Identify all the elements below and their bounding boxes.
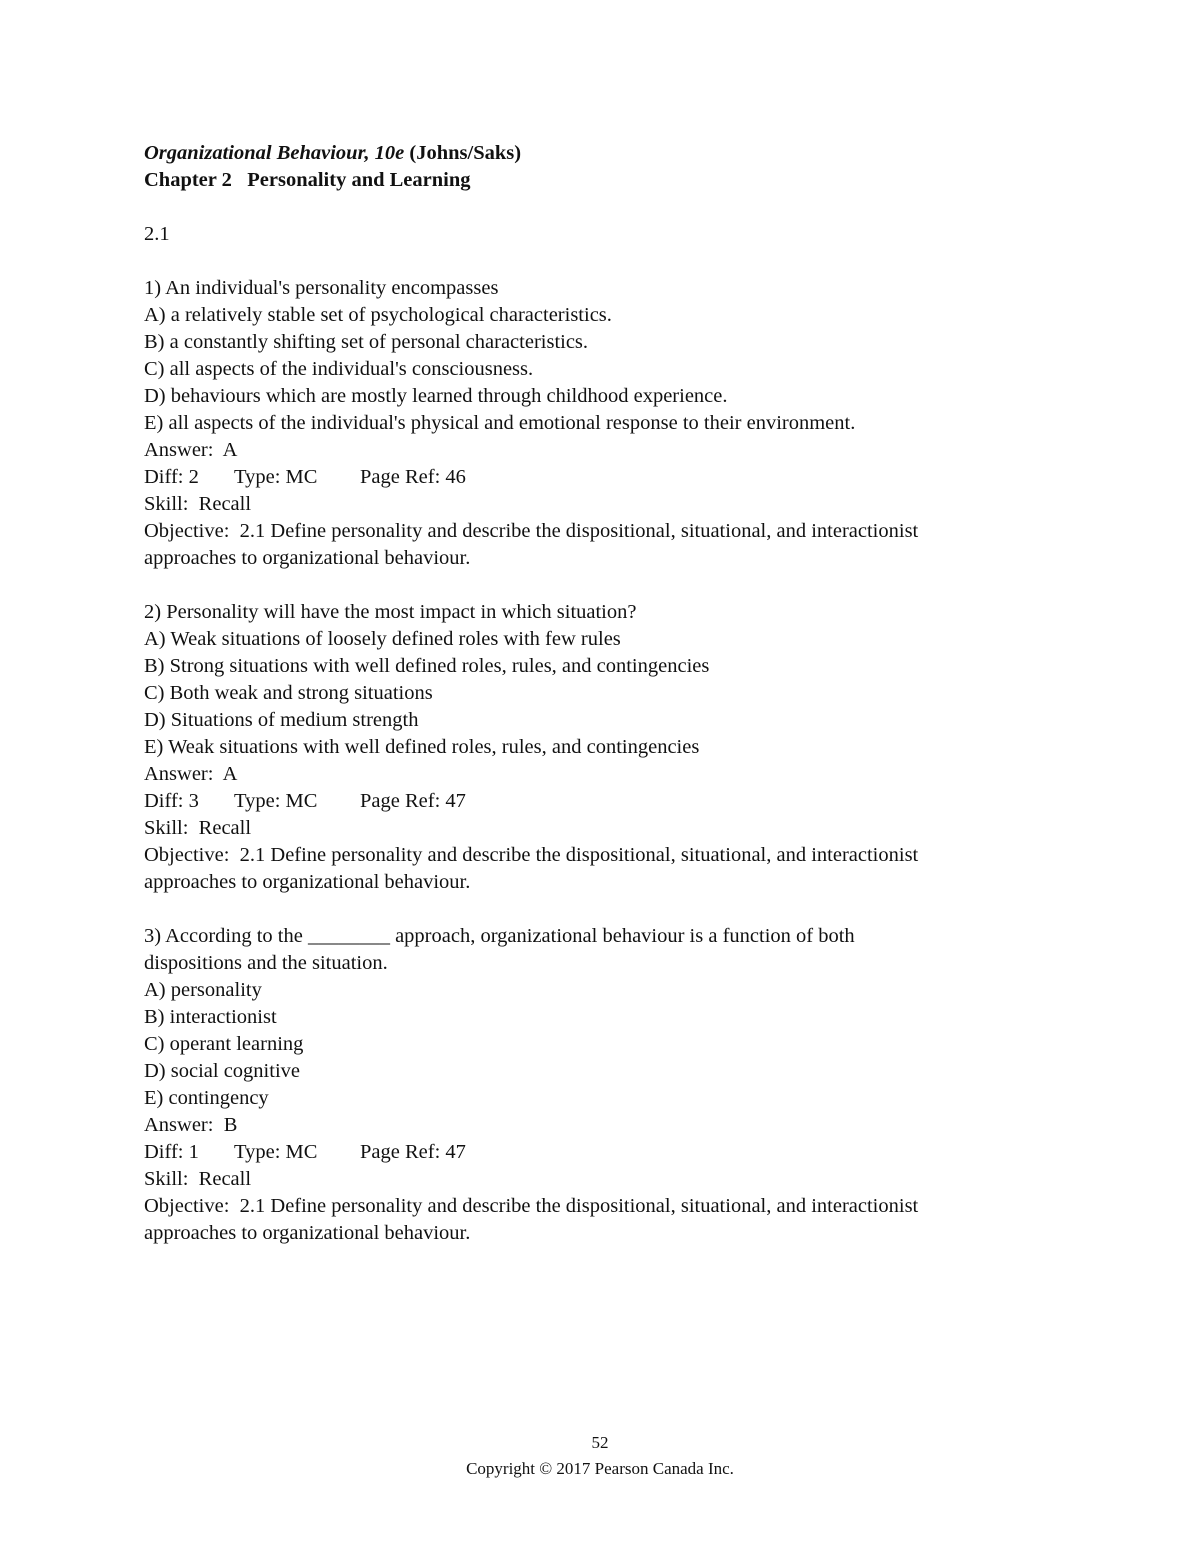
question-stem-continued: dispositions and the situation. [144, 952, 388, 974]
copyright-notice: Copyright © 2017 Pearson Canada Inc. [466, 1459, 734, 1478]
meta-row [144, 464, 1064, 491]
option-c: C) all aspects of the individual's consciousness. [144, 358, 534, 380]
option-e: E) Weak situations with well defined roles, rules, and contingencies [144, 736, 700, 758]
page-ref: Page Ref: 46 [360, 466, 466, 488]
option-d: D) Situations of medium strength [144, 709, 419, 731]
question-stem: 2) Personality will have the most impact in which situation? [144, 601, 637, 623]
question-type: Type: MC [234, 790, 318, 812]
objective-continued: approaches to organizational behaviour. [144, 871, 471, 893]
question-1 [144, 275, 1064, 572]
difficulty: Diff: 1 [144, 1141, 199, 1163]
section-number: 2.1 [144, 223, 170, 245]
objective: Objective: 2.1 Define personality and describe the dispositional, situational, and interactionist [144, 844, 919, 866]
option-c: C) Both weak and strong situations [144, 682, 433, 704]
option-a: A) Weak situations of loosely defined roles with few rules [144, 628, 621, 650]
book-title: Organizational Behaviour, 10e [144, 142, 405, 164]
page-number: 52 [591, 1433, 609, 1452]
page-ref: Page Ref: 47 [360, 1141, 466, 1163]
option-b: B) a constantly shifting set of personal characteristics. [144, 331, 589, 353]
option-e: E) contingency [144, 1087, 269, 1109]
question-type: Type: MC [234, 466, 318, 488]
meta-row [144, 788, 1064, 815]
difficulty: Diff: 2 [144, 466, 199, 488]
option-a: A) personality [144, 979, 262, 1001]
question-stem: 3) According to the ________ approach, organizational behaviour is a function of both [144, 925, 855, 947]
question-type: Type: MC [234, 1141, 318, 1163]
objective-continued: approaches to organizational behaviour. [144, 547, 471, 569]
question-stem: 1) An individual's personality encompasses [144, 277, 499, 299]
option-b: B) Strong situations with well defined roles, rules, and contingencies [144, 655, 710, 677]
objective: Objective: 2.1 Define personality and describe the dispositional, situational, and interactionist [144, 520, 919, 542]
answer: Answer: A [144, 439, 238, 461]
option-e: E) all aspects of the individual's physical and emotional response to their environment. [144, 412, 856, 434]
book-title-line [144, 140, 1064, 167]
page-ref: Page Ref: 47 [360, 790, 466, 812]
option-b: B) interactionist [144, 1006, 277, 1028]
meta-row [144, 1139, 1064, 1166]
option-d: D) behaviours which are mostly learned through childhood experience. [144, 385, 728, 407]
option-c: C) operant learning [144, 1033, 304, 1055]
chapter-title: Chapter 2 Personality and Learning [144, 169, 471, 191]
skill: Skill: Recall [144, 493, 252, 515]
document-page [144, 140, 1064, 1247]
question-2 [144, 599, 1064, 896]
objective-continued: approaches to organizational behaviour. [144, 1222, 471, 1244]
skill: Skill: Recall [144, 817, 252, 839]
skill: Skill: Recall [144, 1168, 252, 1190]
difficulty: Diff: 3 [144, 790, 199, 812]
question-3 [144, 923, 1064, 1247]
objective: Objective: 2.1 Define personality and describe the dispositional, situational, and interactionist [144, 1195, 919, 1217]
book-authors: (Johns/Saks) [409, 142, 522, 164]
answer: Answer: B [144, 1114, 238, 1136]
answer: Answer: A [144, 763, 238, 785]
option-d: D) social cognitive [144, 1060, 300, 1082]
option-a: A) a relatively stable set of psychological characteristics. [144, 304, 612, 326]
